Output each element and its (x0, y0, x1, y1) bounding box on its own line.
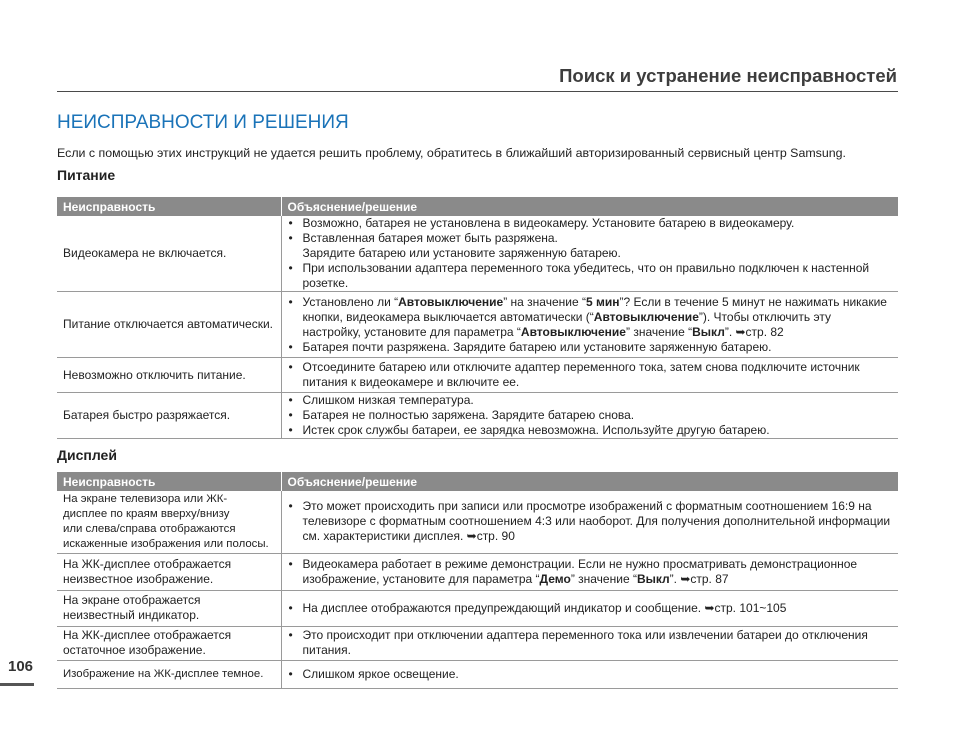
table-row (57, 358, 898, 393)
solution-cell (281, 216, 898, 292)
title-rule (57, 91, 898, 92)
solution-bullet: • Возможно, батарея не установлена в видеокамеру. Установите батарею в видеокамеру. (287, 216, 893, 231)
power-table (57, 197, 898, 439)
problem-cell: На ЖК-дисплее отображается неизвестное изображение. (57, 553, 281, 590)
intro-text: Если с помощью этих инструкций не удается решить проблему, обратитесь в ближайший авторизированный сервисный центр Samsung. (57, 146, 846, 160)
solution-bullet: • Слишком яркое освещение. (287, 667, 893, 682)
table-row (57, 590, 898, 626)
solution-cell (281, 491, 898, 553)
table-row (57, 292, 898, 358)
solution-cell (281, 626, 898, 660)
solution-cell (281, 660, 898, 688)
solution-bullet: • Вставленная батарея может быть разряжена. Зарядите батарею или установите заряженную батарею. (287, 231, 893, 261)
page-number-rule (0, 683, 34, 686)
problem-cell: Изображение на ЖК-дисплее темное. (57, 660, 281, 688)
solution-cell (281, 292, 898, 358)
display-heading: Дисплей (57, 447, 117, 463)
problem-cell: Невозможно отключить питание. (57, 358, 281, 393)
power-heading: Питание (57, 167, 116, 183)
problem-cell: На ЖК-дисплее отображается остаточное изображение. (57, 626, 281, 660)
solution-bullet: • На дисплее отображаются предупреждающий индикатор и сообщение. ➥стр. 101~105 (287, 601, 893, 616)
table-header-row (57, 197, 898, 216)
solution-cell (281, 553, 898, 590)
solution-bullet: • При использовании адаптера переменного тока убедитесь, что он правильно подключен к настенной розетке. (287, 261, 893, 291)
solution-bullet: • Батарея не полностью заряжена. Зарядите батарею снова. (287, 408, 893, 423)
solution-bullet: • Это может происходить при записи или просмотре изображений с форматным соотношением 16:9 на телевизоре с форматным соотношением 4:3 или наоборот. Для получения дополнительной информации см. характеристики дисплея. ➥стр. 90 (287, 499, 893, 544)
solution-cell (281, 358, 898, 393)
column-header-solution: Объяснение/решение (281, 197, 898, 216)
solution-bullet: • Установлено ли “Автовыключение” на значение “5 мин”? Если в течение 5 минут не нажимать никакие кнопки, видеокамера выключается автоматически (“Автовыключение”). Чтобы отключить эту настройку, установите для параметра “Автовыключение” значение “Выкл”. ➥стр. 82 (287, 295, 893, 340)
problem-cell: Батарея быстро разряжается. (57, 393, 281, 439)
table-row (57, 393, 898, 439)
page-number: 106 (8, 658, 34, 675)
table-header-row (57, 472, 898, 491)
solution-bullet: • Истек срок службы батареи, ее зарядка невозможна. Используйте другую батарею. (287, 423, 893, 438)
table-row (57, 553, 898, 590)
column-header-solution: Объяснение/решение (281, 472, 898, 491)
column-header-problem: Неисправность (57, 197, 281, 216)
column-header-problem: Неисправность (57, 472, 281, 491)
solution-bullet: • Отсоедините батарею или отключите адаптер переменного тока, затем снова подключите источник питания к видеокамере и включите ее. (287, 360, 893, 390)
problem-cell: На экране отображается неизвестный индикатор. (57, 590, 281, 626)
display-table (57, 472, 898, 689)
problem-cell: На экране телевизора или ЖК- дисплее по краям вверху/внизу или слева/справа отображаются искаженные изображения или полосы. (57, 491, 281, 553)
solution-bullet: • Слишком низкая температура. (287, 393, 893, 408)
solution-bullet: • Батарея почти разряжена. Зарядите батарею или установите заряженную батарею. (287, 340, 893, 355)
solution-bullet: • Видеокамера работает в режиме демонстрации. Если не нужно просматривать демонстрационное изображение, установите для параметра “Демо” значение “Выкл”. ➥стр. 87 (287, 557, 893, 587)
solution-cell (281, 393, 898, 439)
problem-cell: Видеокамера не включается. (57, 216, 281, 292)
table-row (57, 216, 898, 292)
table-row (57, 660, 898, 688)
problem-cell: Питание отключается автоматически. (57, 292, 281, 358)
chapter-title: Поиск и устранение неисправностей (559, 65, 897, 86)
solution-bullet: • Это происходит при отключении адаптера переменного тока или извлечении батареи до отключения питания. (287, 628, 893, 658)
table-row (57, 491, 898, 553)
solution-cell (281, 590, 898, 626)
table-row (57, 626, 898, 660)
section-title: НЕИСПРАВНОСТИ И РЕШЕНИЯ (57, 112, 349, 133)
